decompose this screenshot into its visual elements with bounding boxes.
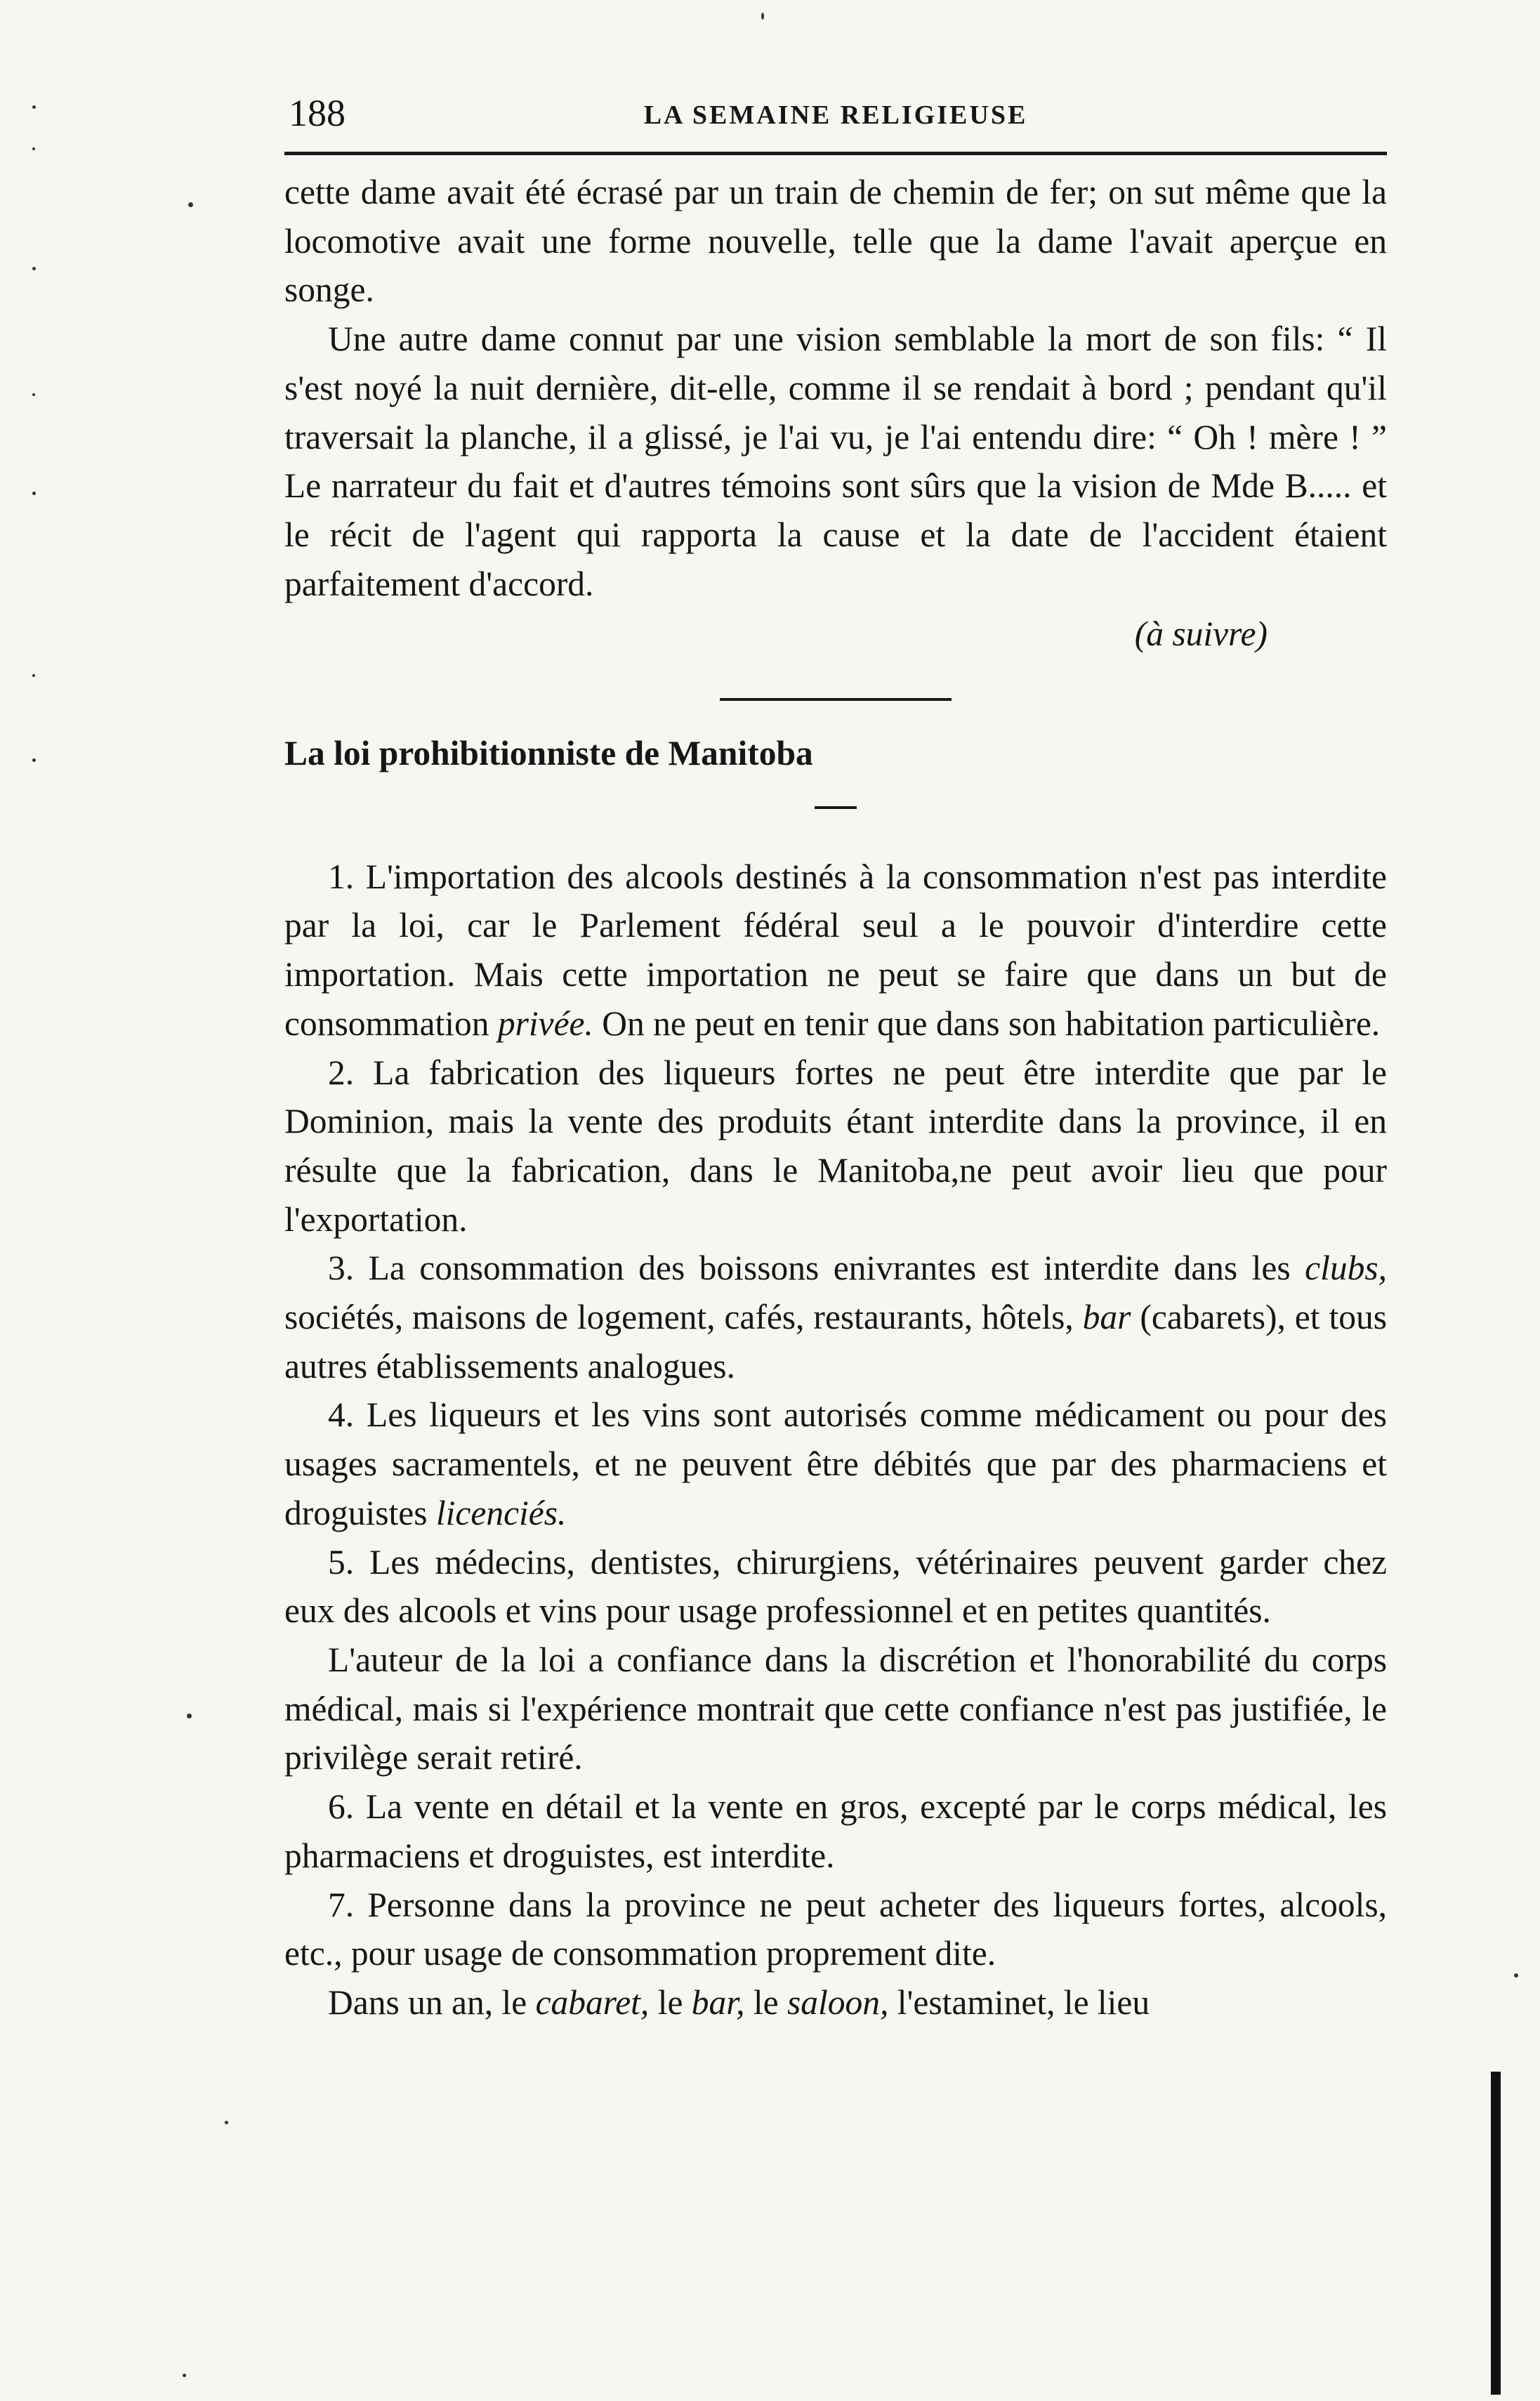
page-body (284, 168, 1387, 2027)
page-header (284, 84, 1387, 155)
article-5-note: L'auteur de la loi a confiance dans la discrétion et l'honorabilité du corps médical, mais si l'expérience montrait que cette confiance n'est pas justifiée, le privilège serait retiré. (284, 1640, 1387, 1777)
section-title: La loi prohibitionniste de Manitoba (284, 734, 813, 773)
running-title: LA SEMAINE RELIGIEUSE (643, 100, 1028, 130)
book-page (284, 84, 1387, 2027)
article-1: 1. L'importation des alcools destinés à la consommation n'est pas interdite par la loi, car le Parlement fédéral seul a le pouvoir d'interdire cette importation. Mais cette importation ne peut se faire que dans un but de consommation privée. On ne peut en tenir que dans son habitation particulière. (284, 857, 1387, 1043)
scan-edge-shadow (1491, 2072, 1501, 2395)
paragraph-vision: Une autre dame connut par une vision semblable la mort de son fils: “ Il s'est noyé la nuit dernière, dit-elle, comme il se rendait à bord ; pendant qu'il traversait la planche, il a glissé, je l'ai vu, je l'ai entendu dire: “ Oh ! mère ! ” Le narrateur du fait et d'autres témoins sont sûrs que la vision de Mde B..... et le récit de l'agent qui rapporta la cause et la date de l'accident étaient parfaitement d'accord. (284, 320, 1387, 603)
article-3: 3. La consommation des boissons enivrantes est interdite dans les clubs, sociétés, maisons de logement, cafés, restaurants, hôtels, bar (cabarets), et tous autres établissements analogues. (284, 1249, 1387, 1386)
article-4: 4. Les liqueurs et les vins sont autorisés comme médicament ou pour des usages sacramentels, et ne peuvent être débités que par des pharmaciens et droguistes licenciés. (284, 1395, 1387, 1532)
article-7: 7. Personne dans la province ne peut acheter des liqueurs fortes, alcools, etc., pour usage de consommation proprement dite. (284, 1885, 1387, 1973)
paragraph-last: Dans un an, le cabaret, le bar, le saloon, l'estaminet, le lieu (328, 1982, 1150, 2022)
paragraph-continuation: cette dame avait été écrasé par un train de chemin de fer; on sut même que la locomotive avait une forme nouvelle, telle que la dame l'avait aperçue en songe. (284, 173, 1387, 310)
article-6: 6. La vente en détail et la vente en gros, excepté par le corps médical, les pharmaciens et droguistes, est interdite. (284, 1787, 1387, 1875)
continued-note: (à suivre) (1134, 614, 1268, 654)
section-separator (720, 698, 952, 701)
article-5: 5. Les médecins, dentistes, chirurgiens, vétérinaires peuvent garder chez eux des alcools et vins pour usage professionnel et en petites quantités. (284, 1542, 1387, 1631)
title-dash (815, 806, 857, 809)
article-2: 2. La fabrication des liqueurs fortes ne peut être interdite que par le Dominion, mais la vente des produits étant interdite dans la province, il en résulte que la fabrication, dans le Manitoba,ne peut avoir lieu que pour l'exportation. (284, 1053, 1387, 1239)
page-number: 188 (289, 92, 345, 134)
